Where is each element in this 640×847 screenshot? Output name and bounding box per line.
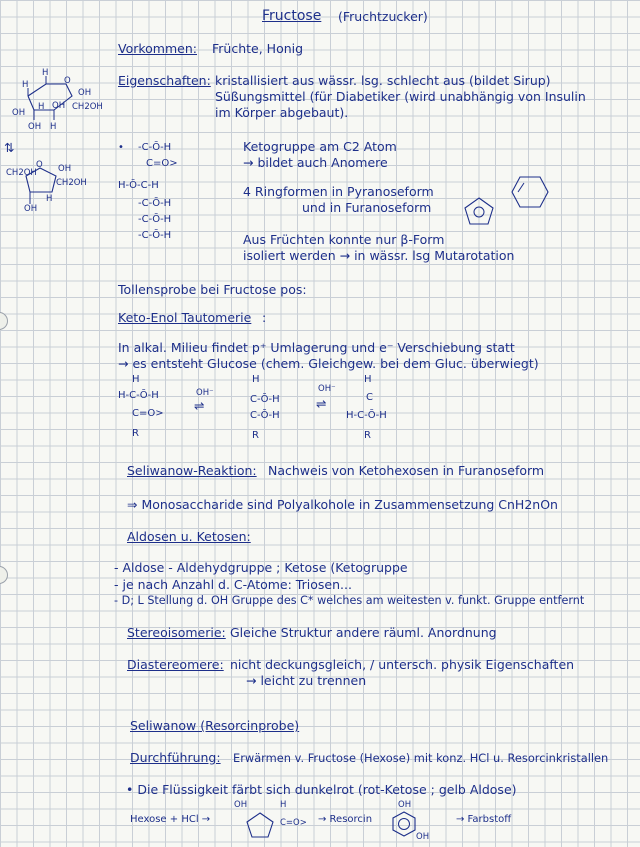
page-subtitle: (Fruchtzucker) [338, 9, 428, 24]
reaction-arrow-farbstoff: → Farbstoff [456, 814, 512, 825]
keto-h: H [132, 374, 140, 385]
keto-enol-colon: : [262, 310, 267, 325]
pyr-o: O [64, 76, 71, 86]
aldosen-line3: - D; L Stellung d. OH Gruppe des C* welches am weitesten v. funkt. Gruppe entfernt [114, 594, 585, 607]
aldose-molecule [346, 372, 426, 442]
aldosen-line2: - je nach Anzahl d. C-Atome: Triosen... [114, 577, 352, 592]
hexagon-sketch [510, 175, 550, 209]
pyr-ch2oh: CH2OH [72, 102, 103, 112]
pyr-h3: H [38, 102, 45, 112]
keto-row2: C=O> [132, 408, 164, 419]
resorcin-oh-top: OH [398, 800, 412, 810]
hmf-molecule [232, 800, 312, 844]
seliwanow-reaction-text: Nachweis von Ketohexosen in Furanoseform [268, 463, 545, 478]
aldose-r: R [364, 430, 371, 441]
keto-r: R [132, 428, 139, 439]
furanose-structure [6, 160, 106, 216]
ring-equilibrium-arrow: ⇅ [4, 140, 15, 155]
eigenschaften-label: Eigenschaften: [118, 73, 211, 88]
eigenschaften-line2: Süßungsmittel (für Diabetiker (wird unabhängig von Insulin [215, 89, 586, 104]
eigenschaften-line3: im Körper abgebaut). [215, 105, 349, 120]
fischer-row-6: -C-Ō-H [138, 230, 172, 241]
note-pyranose: 4 Ringformen in Pyranoseform [243, 184, 434, 199]
keto-form-molecule [118, 372, 198, 442]
fischer-row-4: -C-Ō-H [138, 198, 172, 209]
page-title: Fructose [262, 8, 322, 24]
fur-oh2: OH [24, 204, 38, 214]
keto-row1: H-C-Ō-H [118, 390, 159, 401]
keto-enol-line1: In alkal. Milieu findet p⁺ Umlagerung und e⁻ Verschiebung statt [118, 340, 515, 355]
note-anomere: → bildet auch Anomere [243, 155, 388, 170]
aldose-row: H-C-Ō-H [346, 410, 387, 421]
fischer-row-5: -C-Ō-H [138, 214, 172, 225]
fischer-projection [112, 136, 222, 246]
enediol-row2: C-Ō-H [250, 410, 280, 421]
resorcin-oh-bottom: OH [416, 832, 430, 842]
aldosen-line1: - Aldose - Aldehydgruppe ; Ketose (Ketogruppe [114, 560, 408, 575]
pyranose-structure [10, 68, 110, 143]
note-ketogruppe: Ketogruppe am C2 Atom [243, 139, 397, 154]
fur-ch2oh1: CH2OH [6, 168, 37, 178]
fischer-row-2: C=O> [146, 158, 178, 169]
keto-enol-heading: Keto-Enol Tautomerie [118, 310, 252, 325]
oh-label-2: OH⁻ [318, 384, 336, 394]
hmf-ring [244, 810, 280, 840]
diastereomere-label: Diastereomere: [127, 657, 224, 672]
stereoisomerie-text: Gleiche Struktur andere räuml. Anordnung [230, 625, 497, 640]
stereoisomerie-label: Stereoisomerie: [127, 625, 226, 640]
diastereomere-text1: nicht deckungsgleich, / untersch. physik Eigenschaften [230, 657, 575, 672]
resorcin-heading: Seliwanow (Resorcinprobe) [130, 718, 300, 733]
eigenschaften-line1: kristallisiert aus wässr. lsg. schlecht aus (bildet Sirup) [215, 73, 551, 88]
hmf-cho: C=O> [280, 818, 307, 828]
vorkommen-text: Früchte, Honig [212, 41, 304, 56]
punch-hole-bottom [0, 566, 8, 584]
oh-label-1: OH⁻ [196, 388, 214, 398]
monosaccharide-line: ⇒ Monosaccharide sind Polyalkohole in Zusammensetzung CnH2nOn [127, 497, 558, 512]
pyr-oh3: OH [12, 108, 26, 118]
equilibrium-arrow-2: ⇌ [316, 396, 327, 411]
fur-ch2oh2: CH2OH [56, 178, 87, 188]
hmf-oh: OH [234, 800, 248, 810]
reaction-arrow-resorcin: → Resorcin [318, 814, 373, 825]
durchfuehrung-text: Erwärmen v. Fructose (Hexose) mit konz. HCl u. Resorcinkristallen [233, 751, 609, 765]
fischer-row-1: -C-Ō-H [138, 142, 172, 153]
vorkommen-label: Vorkommen: [118, 41, 197, 56]
seliwanow-reaction-label: Seliwanow-Reaktion: [127, 463, 257, 478]
fur-oh1: OH [58, 164, 72, 174]
hmf-h: H [280, 800, 287, 810]
note-beta-form: Aus Früchten konnte nur β-Form [243, 232, 445, 247]
equilibrium-arrow-1: ⇌ [194, 398, 205, 413]
fischer-dot: • [118, 142, 124, 153]
aldose-h: H [364, 374, 372, 385]
pyr-h2: H [22, 80, 29, 90]
pyr-h1: H [42, 68, 49, 78]
note-furanose: und in Furanoseform [302, 200, 432, 215]
reaction-hexose: Hexose + HCl → [130, 814, 211, 825]
enediol-r: R [252, 430, 259, 441]
resorcin-molecule [386, 800, 430, 846]
note-mutarotation: isoliert werden → in wässr. lsg Mutarotation [243, 248, 515, 263]
pyr-oh4: OH [28, 122, 42, 132]
enediol-molecule [248, 372, 318, 442]
pentagon-sketch [462, 196, 496, 226]
durchfuehrung-label: Durchführung: [130, 750, 221, 765]
aldose-c: C [366, 392, 373, 403]
keto-enol-line2: → es entsteht Glucose (chem. Gleichgew. bei dem Gluc. überwiegt) [118, 356, 539, 371]
pyr-h4: H [50, 122, 57, 132]
diastereomere-text2: → leicht zu trennen [246, 673, 367, 688]
aldosen-heading: Aldosen u. Ketosen: [127, 529, 251, 544]
pyr-oh2: OH [52, 101, 66, 111]
fur-h: H [46, 194, 53, 204]
resorcin-ring [390, 810, 418, 838]
tollensprobe-text: Tollensprobe bei Fructose pos: [118, 282, 307, 297]
punch-hole-top [0, 312, 8, 330]
fluessigkeit-line: • Die Flüssigkeit färbt sich dunkelrot (rot-Ketose ; gelb Aldose) [126, 782, 517, 797]
enediol-row1: C-Ō-H [250, 394, 280, 405]
pyr-oh1: OH [78, 88, 92, 98]
fur-o: O [36, 160, 43, 170]
fischer-row-3: H-Ō-C-H [118, 180, 159, 191]
enediol-h: H [252, 374, 260, 385]
